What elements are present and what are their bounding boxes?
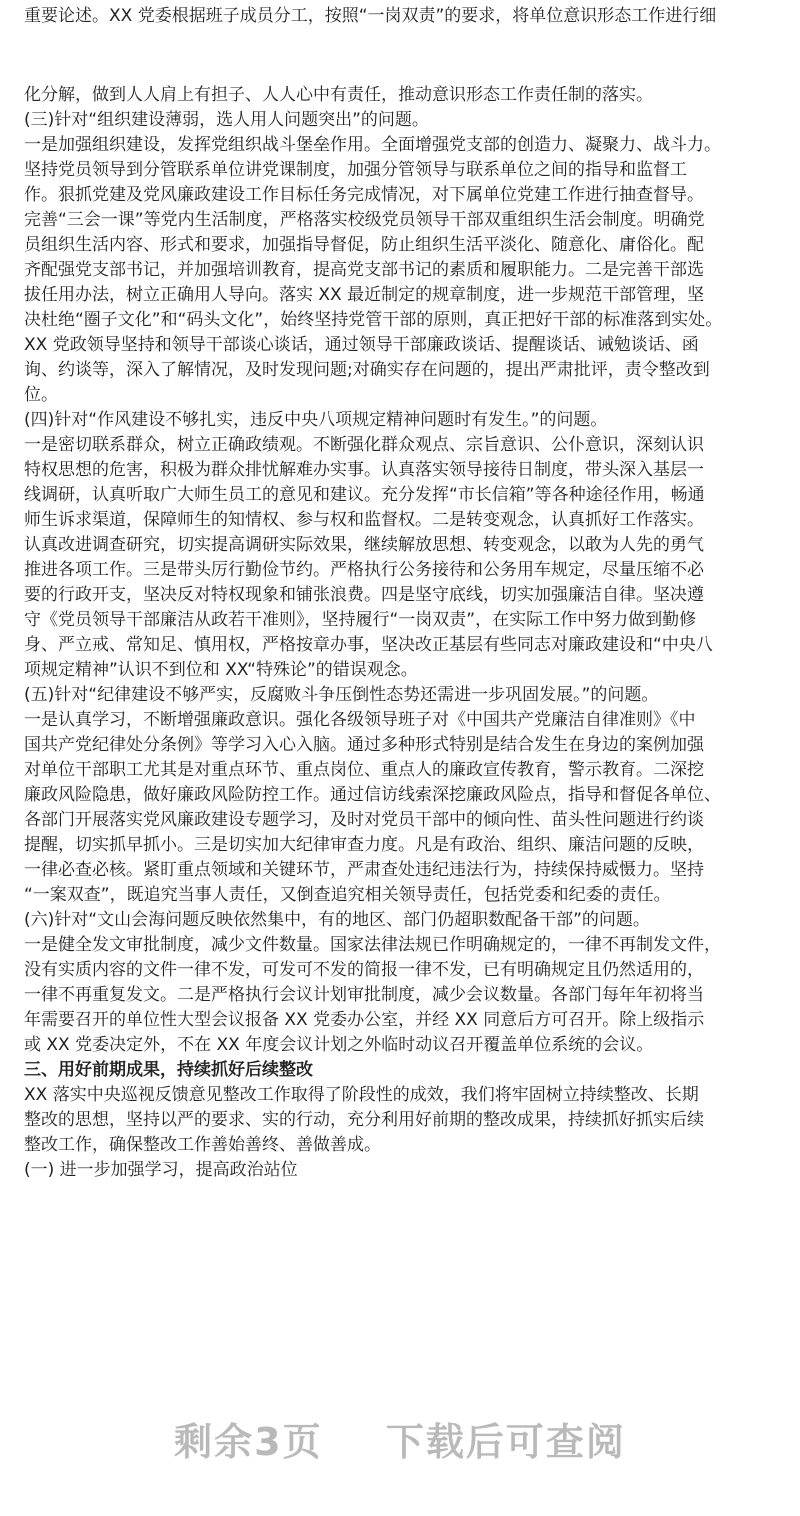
section-heading: (四)针对“作风建设不够扎实，违反中央八项规定精神问题时有发生。”的问题。	[24, 410, 608, 430]
text-line: 重要论述。XX 党委根据班子成员分工，按照“一岗双责”的要求，将单位意识形态工作进行细	[24, 6, 717, 26]
text-line: “一案双查”，既追究当事人责任，又倒查追究相关领导责任，包括党委和纪委的责任。	[24, 885, 671, 905]
text-line: 决杜绝“圈子文化”和“码头文化”，始终坚持党管干部的原则，真正把好干部的标准落到实处。	[24, 310, 723, 330]
text-line: 国共产党纪律处分条例》等学习入心入脑。通过多种形式特别是结合发生在身边的案例加强	[24, 735, 704, 755]
text-line: XX 落实中央巡视反馈意见整改工作取得了阶段性的成效，我们将牢固树立持续整改、长期	[24, 1085, 699, 1105]
text-line: 员组织生活内容、形式和要求，加强指导督促，防止组织生活平淡化、随意化、庸俗化。配	[24, 235, 704, 255]
text-line: 特权思想的危害，积极为群众排忧解难办实事。认真落实领导接待日制度，带头深入基层一	[24, 460, 704, 480]
text-line: 一是认真学习，不断增强廉政意识。强化各级领导班子对《中国共产党廉洁自律准则》《中	[24, 710, 696, 730]
text-line: 齐配强党支部书记，并加强培训教育，提高党支部书记的素质和履职能力。二是完善干部选	[24, 260, 704, 280]
text-line: 坚持党员领导到分管联系单位讲党课制度，加强分管领导与联系单位之间的指导和监督工	[24, 160, 687, 180]
text-line: 线调研，认真听取广大师生员工的意见和建议。充分发挥“市长信箱”等各种途径作用，畅通	[24, 485, 705, 505]
section-heading: (三)针对“组织建设薄弱，选人用人问题突出”的问题。	[24, 110, 429, 130]
text-line: 作。狠抓党建及党风廉政建设工作目标任务完成情况，对下属单位党建工作进行抽查督导。	[24, 185, 704, 205]
text-line: 师生诉求渠道，保障师生的知情权、参与权和监督权。二是转变观念，认真抓好工作落实。	[24, 510, 704, 530]
text-line: 完善“三会一课”等党内生活制度，严格落实校级党员领导干部双重组织生活会制度。明确党	[24, 210, 705, 230]
download-to-view-label: 下载后可查阅	[385, 1420, 626, 1464]
text-line: 化分解，做到人人肩上有担子、人人心中有责任，推动意识形态工作责任制的落实。	[24, 85, 653, 105]
text-line: 位。	[24, 385, 58, 405]
text-line: 廉政风险隐患，做好廉政风险防控工作。通过信访线索深挖廉政风险点，指导和督促各单位、	[24, 785, 721, 805]
text-line: 推进各项工作。三是带头厉行勤俭节约。严格执行公务接待和公务用车规定，尽量压缩不必	[24, 560, 704, 580]
download-prompt-banner[interactable]	[0, 1412, 800, 1472]
text-line: 一是密切联系群众，树立正确政绩观。不断强化群众观点、宗旨意识、公仆意识，深刻认识	[24, 435, 704, 455]
text-line: 一律不再重复发文。二是严格执行会议计划审批制度，减少会议数量。各部门每年年初将当	[24, 985, 704, 1005]
remaining-pages-label: 剩余3页	[174, 1420, 323, 1464]
text-line: 年需要召开的单位性大型会议报备 XX 党委办公室，并经 XX 同意后方可召开。除上级指示	[24, 1010, 705, 1030]
text-line: 各部门开展落实党风廉政建设专题学习，及时对党员干部中的倾向性、苗头性问题进行约谈	[24, 810, 704, 830]
text-line: 拔任用办法，树立正确用人导向。落实 XX 最近制定的规章制度，进一步规范干部管理，坚	[24, 285, 705, 305]
text-line: XX 党政领导坚持和领导干部谈心谈话，通过领导干部廉政谈话、提醒谈话、诫勉谈话、函	[24, 335, 699, 355]
text-line: 整改工作，确保整改工作善始善终、善做善成。	[24, 1135, 381, 1155]
text-line: 守《党员领导干部廉洁从政若干准则》，坚持履行“一岗双责”，在实际工作中努力做到勤修	[24, 610, 697, 630]
text-line: 提醒，切实抓早抓小。三是切实加大纪律审查力度。凡是有政治、组织、廉洁问题的反映，	[24, 835, 704, 855]
text-line: 要的行政开支，坚决反对特权现象和铺张浪费。四是坚守底线，切实加强廉洁自律。坚决遵	[24, 585, 704, 605]
text-line: 对单位干部职工尤其是对重点环节、重点岗位、重点人的廉政宣传教育，警示教育。二深挖	[24, 760, 704, 780]
text-line: 没有实质内容的文件一律不发，可发可不发的简报一律不发，已有明确规定且仍然适用的，	[24, 960, 704, 980]
text-line: 整改的思想，坚持以严的要求、实的行动，充分利用好前期的整改成果，持续抓好抓实后续	[24, 1110, 704, 1130]
text-line: 项规定精神”认识不到位和 XX“特殊论”的错误观念。	[24, 660, 418, 680]
text-line: 一律必查必核。紧盯重点领域和关键环节，严肃查处违纪违法行为，持续保持威慑力。坚持	[24, 860, 704, 880]
section-heading: (五)针对“纪律建设不够严实，反腐败斗争压倒性态势还需进一步巩固发展。”的问题。	[24, 685, 659, 705]
subsection-heading: (一) 进一步加强学习，提高政治站位	[24, 1160, 298, 1180]
section-heading: (六)针对“文山会海问题反映依然集中，有的地区、部门仍超职数配备干部”的问题。	[24, 910, 650, 930]
text-line: 认真改进调查研究，切实提高调研实际效果，继续解放思想、转变观念，以敢为人先的勇气	[24, 535, 704, 555]
text-line: 一是加强组织建设，发挥党组织战斗堡垒作用。全面增强党支部的创造力、凝聚力、战斗力。	[24, 135, 721, 155]
text-line: 询、约谈等，深入了解情况，及时发现问题;对确实存在问题的，提出严肃批评，责令整改到	[24, 360, 710, 380]
text-line: 一是健全发文审批制度，减少文件数量。国家法律法规已作明确规定的，一律不再制发文件，	[24, 935, 721, 955]
chapter-heading: 三、用好前期成果，持续抓好后续整改	[24, 1060, 313, 1080]
text-line: 身、严立戒、常知足、慎用权，严格按章办事，坚决改正基层有些同志对廉政建设和“中央八	[24, 635, 713, 655]
text-line: 或 XX 党委决定外，不在 XX 年度会议计划之外临时动议召开覆盖单位系统的会议。	[24, 1035, 654, 1055]
